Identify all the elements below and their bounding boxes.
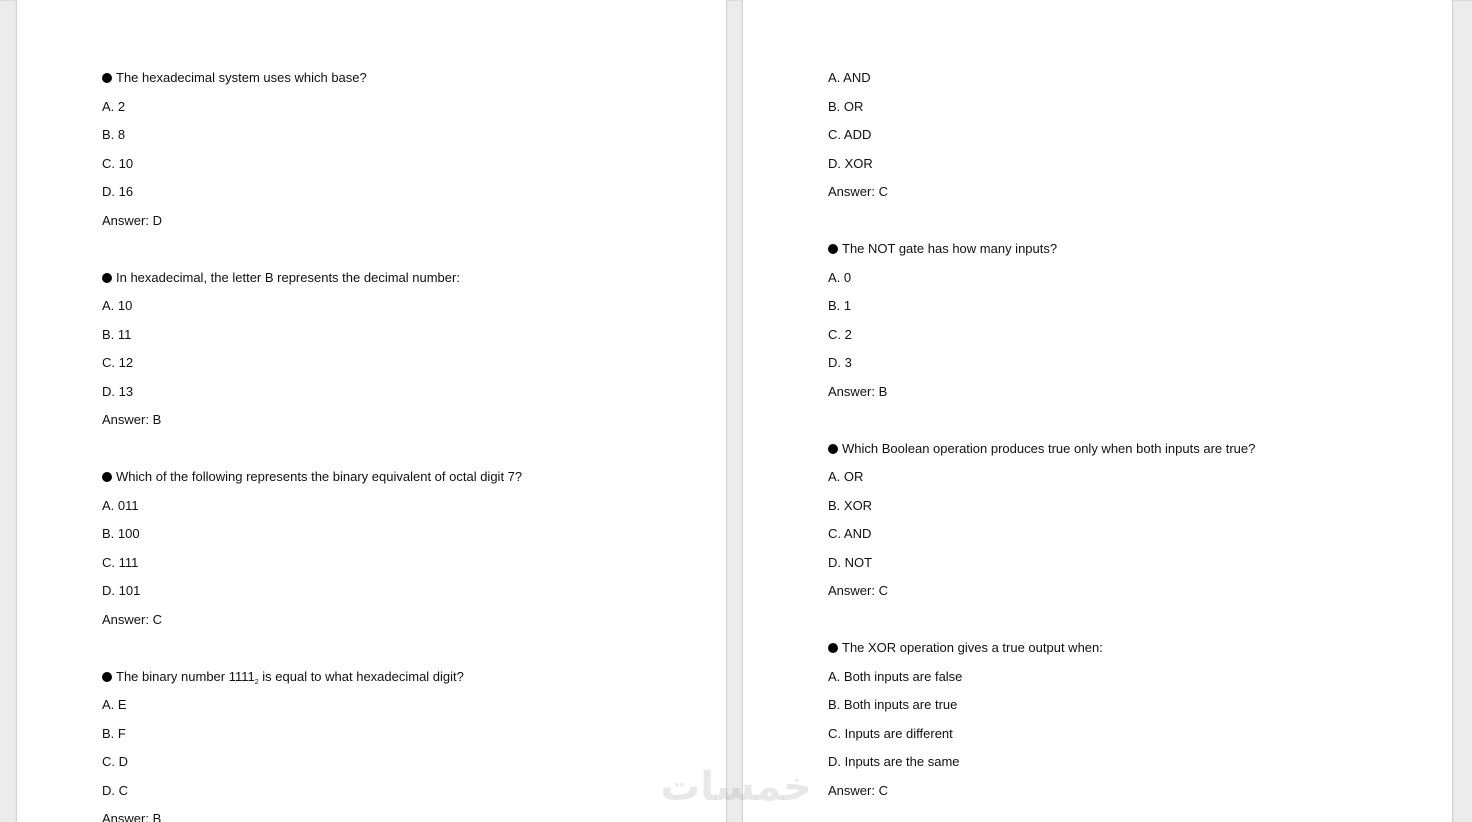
option: D. 13 — [102, 383, 134, 399]
option: C. 2 — [828, 326, 852, 342]
question-block — [102, 468, 706, 639]
bullet-icon — [828, 444, 838, 454]
bullet-icon — [828, 643, 838, 653]
document-page-right — [742, 0, 1453, 822]
option: C. 12 — [102, 355, 134, 370]
answer: Answer: C — [828, 184, 888, 199]
question-block-continued — [828, 69, 1432, 212]
option: A. Both inputs are false — [828, 668, 963, 684]
option: D. 101 — [102, 583, 141, 598]
page-content — [828, 69, 1432, 822]
bullet-icon — [102, 73, 112, 83]
bullet-icon — [102, 273, 112, 283]
option: C. AND — [828, 526, 872, 541]
option: C. Inputs are different — [828, 725, 953, 741]
question-block — [102, 269, 706, 440]
option: B. 8 — [102, 127, 126, 142]
option: C. 111 — [102, 554, 139, 570]
bullet-icon — [102, 472, 112, 482]
option: D. C — [102, 782, 128, 798]
option: D. XOR — [828, 155, 873, 171]
option: B. 100 — [102, 526, 140, 541]
question-block — [828, 240, 1432, 411]
question-text: The binary number $1111_2$ is equal to what hexadecimal digit? — [102, 668, 706, 697]
question-block — [102, 69, 706, 240]
option: A. 10 — [102, 298, 133, 313]
question-block — [828, 440, 1432, 611]
option: B. 11 — [102, 326, 132, 342]
option: D. 16 — [102, 184, 134, 199]
page-content — [102, 69, 706, 822]
question-text: The hexadecimal system uses which base? — [102, 69, 706, 98]
option: B. Both inputs are true — [828, 697, 958, 712]
answer: Answer: B — [828, 383, 888, 399]
option: B. XOR — [828, 497, 873, 513]
question-text: The NOT gate has how many inputs? — [828, 240, 1432, 269]
question-text: In hexadecimal, the letter B represents the decimal number: — [102, 269, 706, 298]
question-block — [102, 668, 706, 822]
bullet-icon — [828, 244, 838, 254]
option: C. 10 — [102, 155, 134, 171]
question-text: Which Boolean operation produces true only when both inputs are true? — [828, 440, 1432, 469]
subscript-base: 2 — [254, 678, 259, 686]
option: A. 011 — [102, 497, 139, 513]
question-text: The XOR operation gives a true output when: — [828, 639, 1432, 668]
answer: Answer: B — [102, 412, 162, 427]
option: D. Inputs are the same — [828, 754, 960, 769]
option: C. D — [102, 754, 128, 769]
question-block — [828, 639, 1432, 810]
option: B. OR — [828, 98, 864, 114]
option: B. F — [102, 725, 126, 741]
option: D. NOT — [828, 554, 873, 570]
answer: Answer: C — [828, 782, 888, 798]
answer: Answer: C — [102, 611, 162, 627]
bullet-icon — [102, 672, 112, 682]
answer: Answer: D — [102, 212, 162, 228]
answer: Answer: C — [828, 583, 888, 598]
question-text: Which of the following represents the binary equivalent of octal digit 7? — [102, 468, 706, 497]
option: A. AND — [828, 70, 871, 85]
answer: Answer: B — [102, 811, 162, 822]
option: A. OR — [828, 469, 864, 484]
option: A. 2 — [102, 98, 126, 114]
option: C. ADD — [828, 127, 872, 142]
option: D. 3 — [828, 355, 852, 370]
option: B. 1 — [828, 298, 852, 313]
option: A. 0 — [828, 269, 852, 285]
document-page-left — [16, 0, 727, 822]
watermark-logo: خمسات — [660, 764, 812, 810]
option: A. E — [102, 697, 127, 712]
